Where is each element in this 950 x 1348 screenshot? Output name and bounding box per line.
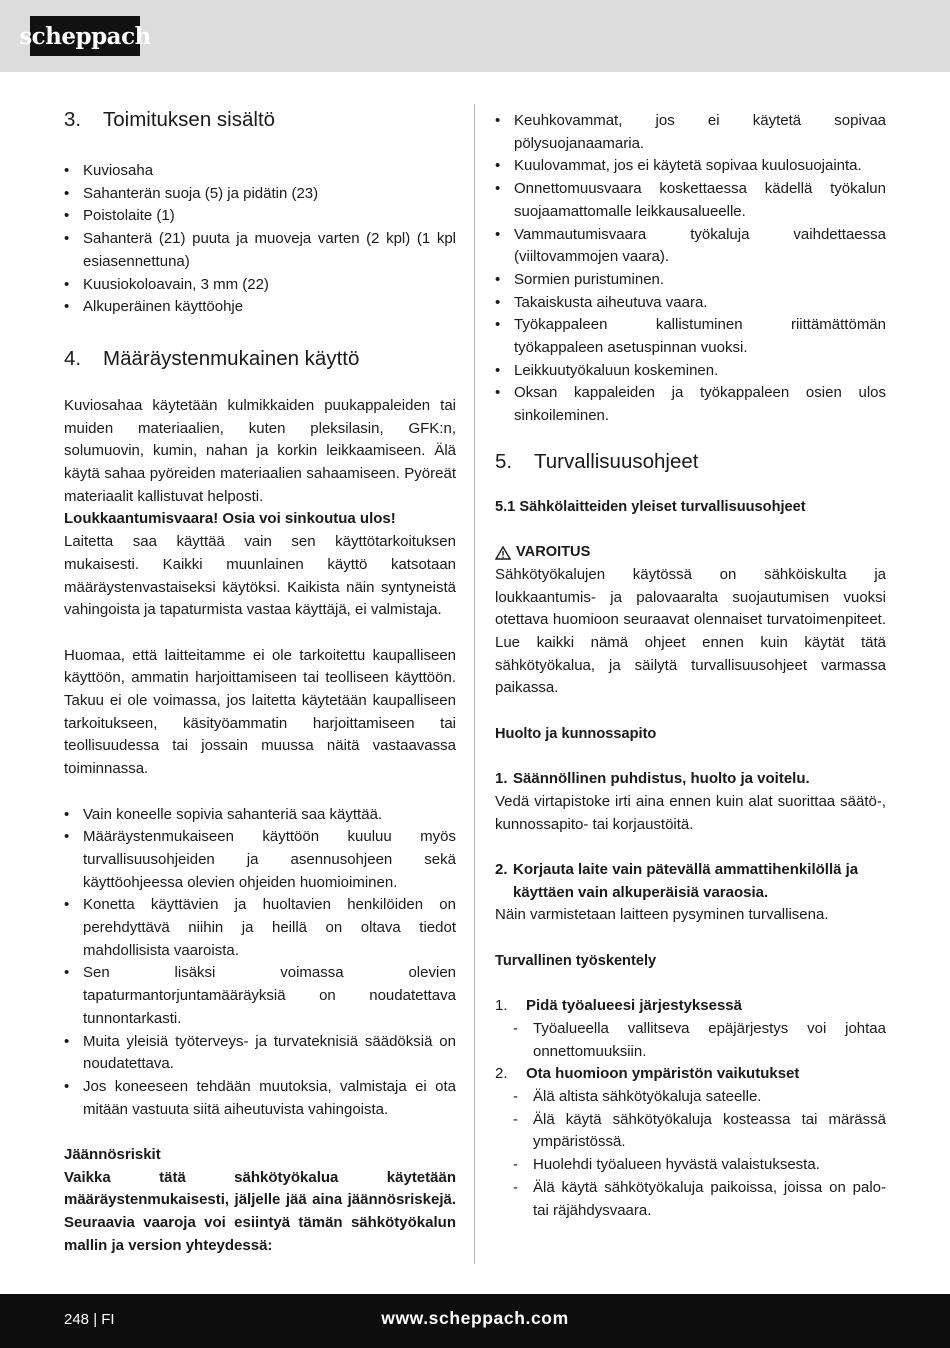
- page-header: [0, 0, 950, 72]
- left-column: [64, 100, 456, 1258]
- section-4-heading: [64, 345, 456, 373]
- subsection-title: 5.1 Sähkölaitteiden yleiset turvallisuusohjeet: [495, 498, 806, 515]
- section-5-heading: [495, 448, 886, 476]
- list-item: - Työalueella vallitseva epäjärjestys voi johtaa onnettomuuksiin.: [495, 1018, 886, 1063]
- list-item: • Sahanterä (21) puuta ja muoveja varten (2 kpl) (1 kpl esiasennettuna): [64, 228, 456, 273]
- list-item: • Sahanterän suoja (5) ja pidätin (23): [64, 183, 456, 206]
- section-number: 3.: [64, 108, 82, 131]
- item-title: Pidä työalueesi järjestyksessä: [526, 997, 742, 1015]
- list-item: • Onnettomuusvaara koskettaessa kädellä työkalun suojaamattomalle leikkausalueelle.: [495, 178, 886, 223]
- safe-work-list: [495, 995, 886, 1018]
- item-number: 1.: [495, 997, 508, 1015]
- list-item: • Keuhkovammat, jos ei käytetä sopivaa pölysuojanaamaria.: [495, 110, 886, 155]
- list-item: • Jos koneeseen tehdään muutoksia, valmistaja ei ota mitään vastuuta siitä aiheutuvista vahingoista.: [64, 1076, 456, 1121]
- maintenance-title: Huolto ja kunnossapito: [495, 725, 657, 742]
- list-item: - Huolehdi työalueen hyvästä valaistuksesta.: [495, 1154, 886, 1177]
- list-item: • Sormien puristuminen.: [495, 269, 886, 292]
- injury-warning: Loukkaantumisvaara! Osia voi sinkoutua ulos!: [64, 510, 396, 528]
- safe-work-item: [495, 995, 886, 1018]
- column-divider: [474, 104, 475, 1264]
- list-item: • Muita yleisiä työterveys- ja turvateknisiä säädöksiä on noudatettava.: [64, 1031, 456, 1076]
- item-title: Korjauta laite vain pätevällä ammattihenkilöllä ja käyttäen vain alkuperäisiä varaosia.: [513, 861, 859, 901]
- residual-risks-text: Vaikka tätä sähkötyökalua käytetään määräystenmukaisesti, jäljelle jää aina jäännösriskejä. Seuraavia vaaroja voi esiintyä tämän sähkötyökalun mallin ja version yhteydessä:: [64, 1168, 456, 1254]
- list-item: • Kuusiokoloavain, 3 mm (22): [64, 274, 456, 297]
- safe-work-list: [495, 1063, 886, 1086]
- right-column: [495, 110, 886, 1222]
- list-item: • Leikkuutyökaluun koskeminen.: [495, 360, 886, 383]
- risks-list: [495, 110, 886, 428]
- list-item: - Älä käytä sähkötyökaluja kosteassa tai märässä ympäristössä.: [495, 1109, 886, 1154]
- warning-label: VAROITUS: [516, 544, 591, 561]
- list-item: • Kuulovammat, jos ei käytetä sopivaa kuulosuojainta.: [495, 155, 886, 178]
- page-number: 248 | FI: [64, 1311, 115, 1328]
- usage-rules-list: [64, 804, 456, 1122]
- residual-risks-title: Jäännösriskit: [64, 1146, 161, 1164]
- list-item: • Sen lisäksi voimassa olevien tapaturmantorjuntamääräyksiä on noudatettava tunnontarkasti.: [64, 962, 456, 1030]
- maintenance-item-1-title: [495, 768, 886, 791]
- list-item: • Alkuperäinen käyttöohje: [64, 296, 456, 319]
- list-item: • Vammautumisvaara työkaluja vaihdettaessa (viiltovammojen vaara).: [495, 224, 886, 269]
- item-number: 1.: [495, 770, 508, 788]
- section-title: Toimituksen sisältö: [103, 108, 276, 131]
- list-item: • Poistolaite (1): [64, 205, 456, 228]
- intended-use-paragraph: [64, 395, 456, 622]
- section-title: Turvallisuusohjeet: [534, 449, 699, 473]
- list-item: • Takaiskusta aiheutuva vaara.: [495, 292, 886, 315]
- list-item: • Oksan kappaleiden ja työkappaleen osien ulos sinkoileminen.: [495, 382, 886, 427]
- item-title: Ota huomioon ympäristön vaikutukset: [526, 1065, 800, 1083]
- safe-work-sublist: [495, 1018, 886, 1063]
- delivery-list: [64, 160, 456, 319]
- list-item: • Määräystenmukaiseen käyttöön kuuluu myös turvallisuusohjeiden ja asennusohjeen sekä käyttöohjeessa olevien ohjeiden huomioiminen.: [64, 826, 456, 894]
- maintenance-item-2-text: Näin varmistetaan laitteen pysyminen turvallisena.: [495, 906, 829, 924]
- list-item: • Konetta käyttävien ja huoltavien henkilöiden on perehdyttävä niihin ja heillä on oltava tiedot mahdollisista vaaroista.: [64, 894, 456, 962]
- safe-work-item: [495, 1063, 886, 1086]
- section-title: Määräystenmukainen käyttö: [103, 346, 360, 370]
- warning-text: Sähkötyökalujen käytössä on sähköiskulta ja loukkaantumis- ja palovaaralta suojautumisen vuoksi otettava huomioon seuraavat olennaiset turvatoimenpiteet. Lue kaikki nämä ohjeet ennen kuin käytät tätä sähkötyökalua, ja säilytä turvallisuusohjeet varmassa paikassa.: [495, 565, 886, 697]
- section-number: 4.: [64, 346, 82, 370]
- maintenance-item-2-title: [495, 859, 886, 904]
- section-3-heading: [64, 106, 456, 134]
- list-item: • Vain koneelle sopivia sahanteriä saa käyttää.: [64, 804, 456, 827]
- warning-heading: [495, 541, 886, 564]
- item-number: 2.: [495, 1065, 508, 1083]
- paragraph: Kuviosahaa käytetään kulmikkaiden puukappaleiden tai muiden materiaalien, kuten pleksilasin, GFK:n, solumuovin, kumin, nahan ja korkin leikkaamiseen. Älä käytä sahaa pyöreiden materiaalien sahaamiseen. Pyöreät materiaalit kallistuvat helposti.: [64, 396, 456, 505]
- safe-work-sublist: [495, 1086, 886, 1222]
- list-item: • Työkappaleen kallistuminen riittämättömän työkappaleen asetuspinnan vuoksi.: [495, 314, 886, 359]
- paragraph: Laitetta saa käyttää vain sen käyttötarkoituksen mukaisesti. Kaikki muunlainen käyttö katsotaan määräystenvastaiseksi käytöksi. Kaikista näin syntyneistä vahingoista ja tapaturmista vastaa käyttäjä, ei valmistaja.: [64, 533, 456, 619]
- website-url[interactable]: www.scheppach.com: [381, 1308, 569, 1328]
- list-item: - Älä käytä sähkötyökaluja paikoissa, joissa on palo- tai räjähdysvaara.: [495, 1177, 886, 1222]
- list-item: - Älä altista sähkötyökaluja sateelle.: [495, 1086, 886, 1109]
- item-number: 2.: [495, 861, 508, 879]
- list-item: • Kuviosaha: [64, 160, 456, 183]
- maintenance-item-1-text: Vedä virtapistoke irti aina ennen kuin alat suorittaa säätö-, kunnossapito- tai korjaustöitä.: [495, 792, 886, 833]
- brand-logo: scheppach: [30, 16, 140, 56]
- section-number: 5.: [495, 449, 513, 473]
- page-footer: [0, 1294, 950, 1348]
- item-title: Säännöllinen puhdistus, huolto ja voitelu.: [513, 770, 810, 788]
- safe-work-title: Turvallinen työskentely: [495, 952, 657, 969]
- warning-icon: [495, 546, 511, 560]
- commercial-use-paragraph: Huomaa, että laitteitamme ei ole tarkoitettu kaupalliseen käyttöön, ammatin harjoittamiseen tai teolliseen käyttöön. Takuu ei ole voimassa, jos laitetta käytetään kaupalliseen tarkoitukseen, käsityöammatin harjoittamiseen tai teollisuudessa tai jossain muussa näitä vastaavassa toiminnassa.: [64, 646, 456, 778]
